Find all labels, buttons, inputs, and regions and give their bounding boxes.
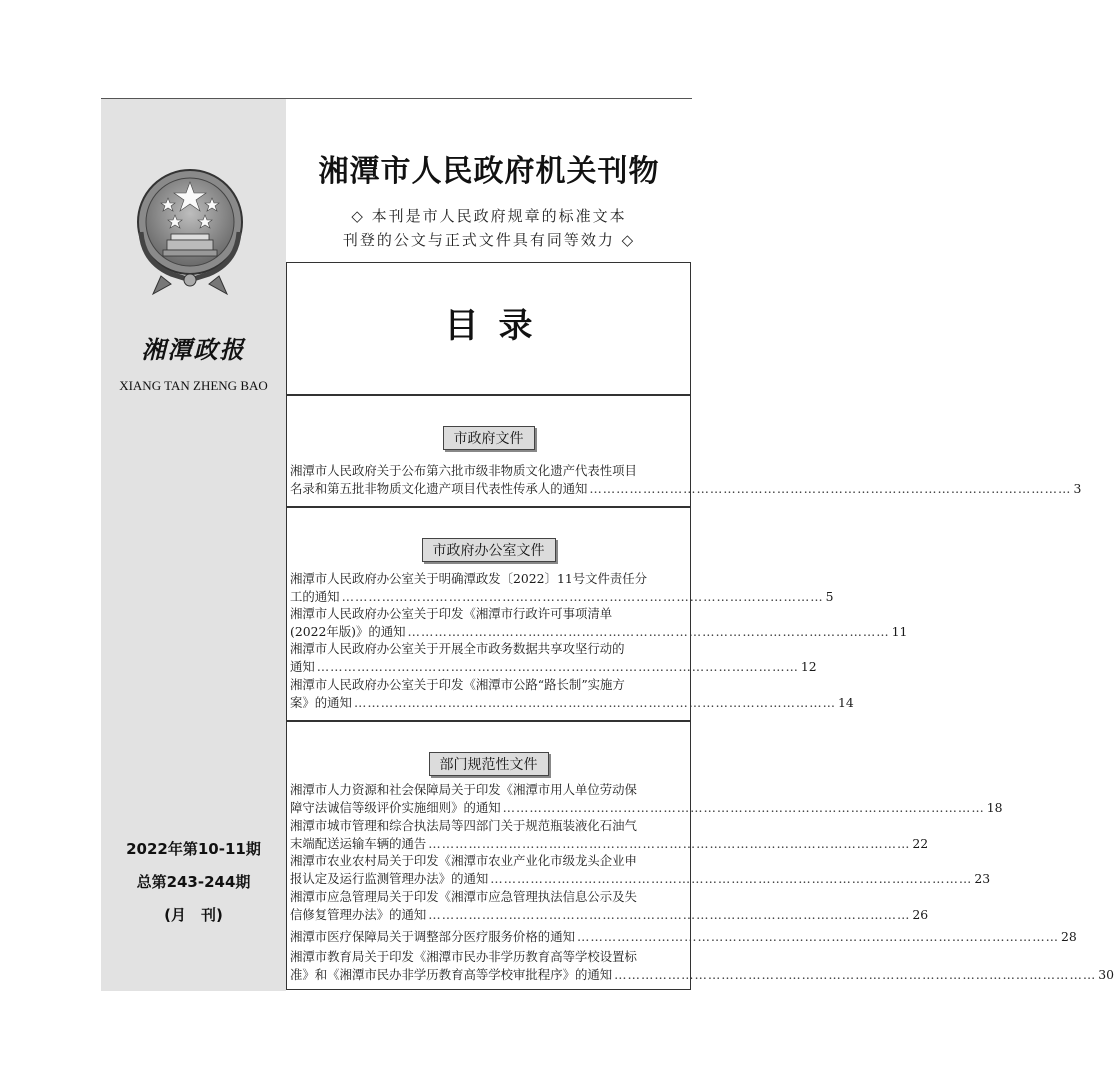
toc-entry[interactable] (290, 888, 929, 923)
entry-page: 5 (825, 588, 834, 604)
entry-line2: 名录和第五批非物质文化遗产项目代表性传承人的通知 (290, 480, 588, 496)
frequency-label: (月 刊) (164, 906, 223, 924)
leader-dots: ……………………………………………………………………………………………… (502, 799, 985, 815)
magazine-name-en: XIANG TAN ZHENG BAO (119, 378, 268, 393)
entry-line1: 湘潭市人力资源和社会保障局关于印发《湘潭市用人单位劳动保 (290, 782, 637, 797)
toc-entry[interactable] (290, 928, 1077, 946)
divider (286, 720, 691, 722)
total-issue-number: 总第243-244期 (136, 873, 251, 891)
leader-dots: ……………………………………………………………………………………………… (490, 870, 973, 886)
section-label: 市政府办公室文件 (422, 538, 556, 562)
section-label: 部门规范性文件 (429, 752, 549, 776)
toc-entry[interactable] (290, 817, 929, 852)
leader-dots: ……………………………………………………………………………………………… (316, 658, 799, 674)
entry-page: 18 (986, 799, 1003, 815)
entry-page: 3 (1073, 480, 1082, 496)
toc-entry[interactable] (290, 570, 834, 605)
leader-dots: ……………………………………………………………………………………………… (407, 623, 890, 639)
section-header-municipal-government (286, 426, 691, 450)
toc-entry[interactable] (290, 605, 908, 640)
section-header-department-documents (286, 752, 691, 776)
toc-entry[interactable] (290, 948, 1114, 983)
entry-line1: 湘潭市农业农村局关于印发《湘潭市农业产业化市级龙头企业申 (290, 853, 637, 868)
entry-line2: 案》的通知 (290, 694, 352, 710)
entry-page: 26 (912, 906, 929, 922)
entry-line2: 末端配送运输车辆的通告 (290, 835, 427, 851)
entry-line1: 湘潭市人民政府关于公布第六批市级非物质文化遗产代表性项目 (290, 463, 637, 478)
toc-entry[interactable] (290, 676, 854, 711)
masthead-subtitle-line2 (286, 229, 692, 250)
subtitle-text: 刊登的公文与正式文件具有同等效力 (342, 231, 615, 249)
entry-page: 11 (891, 623, 908, 639)
masthead-title: 湘潭市人民政府机关刊物 (318, 154, 660, 189)
toc-entry[interactable] (290, 852, 991, 887)
entry-line1: 湘潭市人民政府办公室关于明确潭政发〔2022〕11号文件责任分 (290, 571, 648, 586)
masthead-subtitle-line1 (286, 205, 692, 226)
divider (286, 506, 691, 508)
entry-page: 14 (838, 694, 854, 710)
entry-page: 28 (1061, 929, 1077, 944)
leader-dots: ……………………………………………………………………………………………… (341, 588, 824, 604)
entry-line2: 准》和《湘潭市民办非学历教育高等学校审批程序》的通知 (290, 966, 613, 982)
toc-title: 目录 (444, 306, 553, 346)
entry-line1: 湘潭市城市管理和综合执法局等四部门关于规范瓶装液化石油气 (290, 818, 637, 833)
entry-line1: 湘潭市人民政府办公室关于开展全市政务数据共享攻坚行动的 (290, 641, 625, 656)
leader-dots: ……………………………………………………………………………………………… (589, 480, 1072, 496)
entry-page: 12 (800, 658, 817, 674)
entry-line2: 报认定及运行监测管理办法》的通知 (290, 870, 489, 886)
entry-line2: 通知 (290, 658, 315, 674)
issue-number: 2022年第10-11期 (126, 840, 261, 858)
leader-dots: ……………………………………………………………………………………………… (353, 694, 837, 710)
section-header-government-office (286, 538, 691, 562)
entry-page: 23 (974, 870, 991, 886)
entry-line1: 湘潭市教育局关于印发《湘潭市民办非学历教育高等学校设置标 (290, 949, 637, 964)
leader-dots: ……………………………………………………………………………………………… (428, 835, 911, 851)
entry-line2: 障守法诚信等级评价实施细则》的通知 (290, 799, 501, 815)
entry-line2: 工的通知 (290, 588, 340, 604)
leader-dots: ……………………………………………………………………………………………… (614, 966, 1097, 982)
entry-page: 30 (1098, 966, 1114, 982)
entry-line2: (2022年版)》的通知 (290, 623, 406, 639)
divider (286, 394, 691, 396)
entry-line1: 湘潭市应急管理局关于印发《湘潭市应急管理执法信息公示及失 (290, 889, 637, 904)
toc-entry[interactable] (290, 781, 1003, 816)
entry-line1: 湘潭市人民政府办公室关于印发《湘潭市公路“路长制”实施方 (290, 677, 625, 692)
entry-page: 22 (912, 835, 929, 851)
section-label: 市政府文件 (443, 426, 535, 450)
leader-dots: ……………………………………………………………………………………………… (428, 906, 911, 922)
entry-line1: 湘潭市人民政府办公室关于印发《湘潭市行政许可事项清单 (290, 606, 613, 621)
magazine-name-cn: 湘潭政报 (141, 335, 246, 364)
toc-entry[interactable] (290, 462, 1082, 497)
subtitle-text: 本刊是市人民政府规章的标准文本 (371, 207, 627, 225)
entry-line2: 信修复管理办法》的通知 (290, 906, 427, 922)
entry-line2: 湘潭市医疗保障局关于调整部分医疗服务价格的通知 (290, 929, 575, 944)
diamond-icon: ◇ (621, 231, 636, 249)
national-emblem-icon (131, 162, 249, 302)
toc-entry[interactable] (290, 640, 817, 675)
diamond-icon: ◇ (351, 207, 365, 225)
leader-dots: ……………………………………………………………………………………………… (576, 929, 1060, 944)
